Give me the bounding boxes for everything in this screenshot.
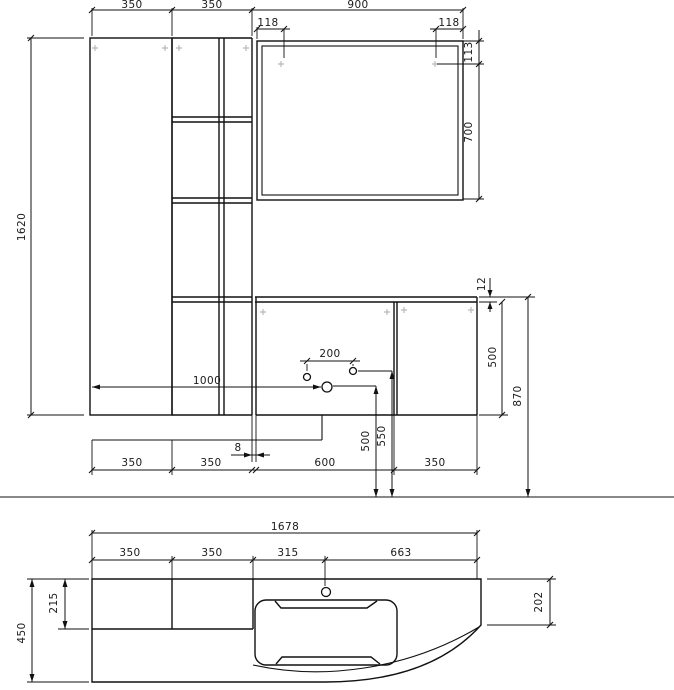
faucet-holes: [304, 368, 357, 393]
dim-label-550-hole: 550: [376, 425, 388, 447]
dim-500-right: [479, 299, 508, 418]
dim-label-plan-663: 663: [390, 547, 412, 559]
countertop-outline: [92, 579, 481, 682]
dim-label-1000: 1000: [192, 375, 222, 387]
dim-label-8: 8: [234, 442, 242, 454]
dim-label-118-right: 118: [438, 17, 460, 29]
dim-label-870: 870: [512, 385, 524, 407]
dim-label-700: 700: [463, 121, 475, 143]
dim-label-bottom-350-right: 350: [424, 457, 446, 469]
dim-label-118-left: 118: [257, 17, 279, 29]
basin-left-hole: [304, 374, 311, 381]
dim-118-right: [430, 17, 466, 58]
dim-12: [476, 277, 535, 312]
dim-label-plan-350-left: 350: [119, 547, 141, 559]
dim-bottom-row: [89, 415, 480, 475]
dim-label-113: 113: [463, 41, 475, 63]
dim-label-top-350-left: 350: [121, 0, 143, 11]
dimensions-elevation: [16, 0, 535, 497]
tall-cabinet: [90, 38, 172, 415]
plan-view: [16, 521, 556, 682]
dim-label-top-900: 900: [347, 0, 369, 11]
dim-1620: [16, 35, 84, 418]
dim-500-holes: [333, 386, 379, 497]
mirror-inner-frame: [262, 46, 458, 195]
basin-outline: [255, 600, 397, 665]
dim-label-1620: 1620: [16, 212, 28, 242]
vanity-unit: [92, 297, 477, 440]
dim-label-top-350-mid: 350: [201, 0, 223, 11]
basin-inner-ledge-bottom: [276, 657, 380, 664]
dim-label-bottom-350-mid: 350: [200, 457, 222, 469]
dim-label-215: 215: [48, 592, 60, 614]
dim-label-bottom-350-left: 350: [121, 457, 143, 469]
dim-label-12: 12: [476, 276, 488, 292]
mirror: [257, 41, 463, 200]
mounting-marks: [92, 45, 474, 315]
dim-label-1678: 1678: [270, 521, 300, 533]
basin-inner-ledge-top: [275, 601, 377, 608]
dim-label-200: 200: [319, 348, 341, 360]
dim-202: [487, 576, 556, 628]
dim-215: [27, 579, 89, 629]
dim-label-plan-350-mid: 350: [201, 547, 223, 559]
dim-label-bottom-600: 600: [314, 457, 336, 469]
dim-label-202: 202: [533, 591, 545, 613]
mirror-outer-frame: [257, 41, 463, 200]
plan-faucet-hole: [322, 588, 331, 597]
dimensions-plan: [16, 521, 556, 682]
dim-8: [231, 442, 270, 458]
dim-label-450: 450: [16, 622, 28, 644]
dim-870: [512, 294, 531, 497]
basin-right-hole: [350, 368, 357, 375]
dim-118-left: [254, 17, 290, 58]
dim-label-500-hole: 500: [360, 430, 372, 452]
dim-plan-row: [89, 547, 480, 586]
mirror-light-marks: [278, 61, 438, 67]
plan-cabinet-band: [92, 579, 253, 629]
dim-1000: [92, 375, 321, 390]
basin: [255, 588, 397, 666]
dim-label-500-right: 500: [487, 346, 499, 368]
dim-label-plan-315: 315: [277, 547, 299, 559]
dim-113-700: [437, 30, 484, 202]
shelf-column: [172, 38, 252, 415]
basin-center-hole: [322, 382, 332, 392]
